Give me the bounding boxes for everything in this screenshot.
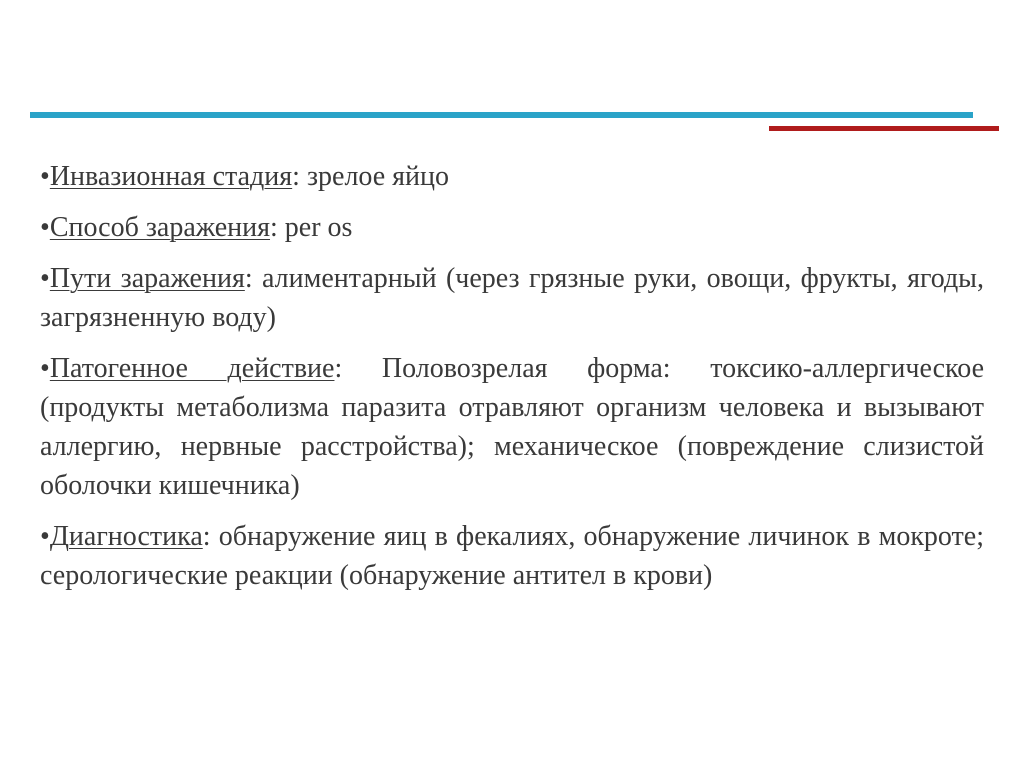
bullet-diagnostics <box>40 517 984 595</box>
bullet-marker: • <box>40 263 50 294</box>
term-description: : обнаружение яиц в фекалиях, обнаружение личинок в мокроте; серологические реакции (обнаружение антител в крови) <box>40 521 984 591</box>
term-label: Способ заражения <box>49 212 271 243</box>
bullet-infection-routes <box>40 259 984 337</box>
term-description: : Половозрелая форма: токсико-аллергическое (продукты метаболизма паразита отравляют организм человека и вызывают аллергию, нервные расстройства); механическое (повреждение слизистой оболочки кишечника) <box>40 353 984 501</box>
header-rule-blue <box>30 112 973 118</box>
bullet-invasive-stage <box>40 157 984 196</box>
bullet-marker: • <box>40 353 50 384</box>
slide-body <box>40 157 984 607</box>
term-label: Патогенное действие <box>49 353 335 384</box>
bullet-infection-method <box>40 208 984 247</box>
term-label: Диагностика <box>49 521 203 552</box>
term-label: Инвазионная стадия <box>49 161 293 192</box>
bullet-marker: • <box>40 161 50 192</box>
term-description: : зрелое яйцо <box>292 161 450 192</box>
header-rule-red <box>769 126 999 131</box>
term-description: : алиментарный (через грязные руки, овощи, фрукты, ягоды, загрязненную воду) <box>40 263 984 333</box>
bullet-marker: • <box>40 521 50 552</box>
term-description: : per os <box>270 212 353 243</box>
term-label: Пути заражения <box>49 263 245 294</box>
bullet-marker: • <box>40 212 50 243</box>
bullet-pathogenic-action <box>40 349 984 505</box>
